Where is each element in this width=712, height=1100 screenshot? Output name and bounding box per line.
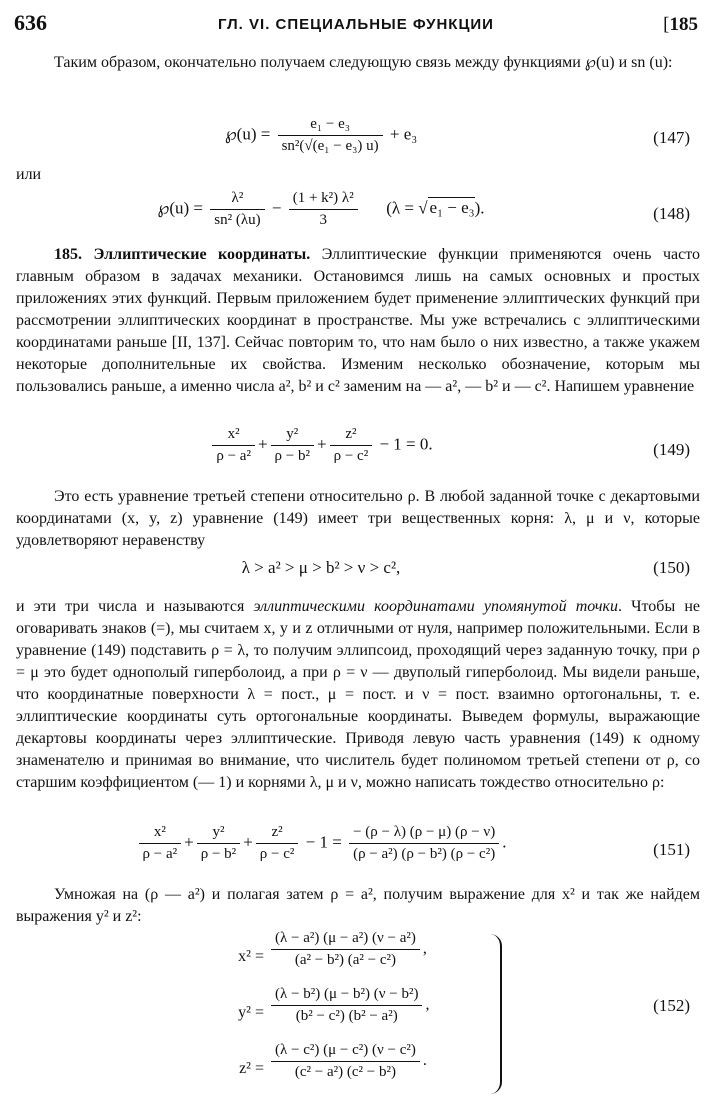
equation-151: $\frac{\text{x²}}{\text{ρ − a²}}$ + $\frac{\text{y²}}{\text{ρ − b²}}$ + $\frac{\text{z²}}{\text{ρ − c²}}$ − 1 = $\frac{- (\rho - \lambda) (\rho - \mu) (\rho - \nu)}{\text{(ρ − a²) (ρ − b²) (ρ − c²)}}$ . (151) bbox=[0, 818, 712, 880]
eq151-term-y bbox=[197, 824, 240, 863]
eq152-z-end: . bbox=[422, 1052, 427, 1070]
eq151-mid: − 1 = bbox=[305, 832, 342, 852]
eq151-right-denominator: (ρ − a²) (ρ − b²) (ρ − c²) bbox=[353, 846, 496, 862]
equation-150 bbox=[0, 556, 712, 586]
eq152-x-lhs: x² = bbox=[238, 948, 264, 965]
section-body: Эллиптические функции применяются очень часто главным образом в задачах механики. Остановимся лишь на самых основных и простых приложениях этих функций. Первым приложением будет применение эллиптических функций при рассмотрении эллиптических координат в пространстве. Мы уже встречались с эллиптическими координатами раньше [II, 137]. Сейчас повторим то, что нам было о них известно, а также укажем некоторые дополнительные их свойства. Изменим несколько обозначение, которым мы пользовались раньше, а именно числа a², b² и c² заменим на — a², — b² и — c². Напишем уравнение bbox=[16, 246, 700, 395]
eq148-f1-numerator: λ² bbox=[210, 190, 264, 210]
eq152-x-numerator: (λ − a²) (μ − a²) (ν − a²) bbox=[271, 930, 420, 950]
eq152-z-lhs: z² = bbox=[239, 1060, 264, 1077]
paragraph-cubic: Это есть уравнение третьей степени относительно ρ. В любой заданной точке с декартовыми координатами (x, y, z) уравнение (149) имеет три вещественных корня: λ, μ и ν, которые удовлетворяют неравенству bbox=[16, 488, 700, 549]
section-marker: [ 185 bbox=[663, 14, 698, 36]
eq149-z-numerator: z² bbox=[330, 426, 373, 446]
eq149-tail: − 1 = 0. bbox=[379, 434, 433, 454]
eq152-x-rhs bbox=[268, 930, 427, 969]
eq152-y-numerator: (λ − b²) (μ − b²) (ν − b²) bbox=[271, 986, 422, 1006]
eq149-x-numerator: x² bbox=[212, 426, 255, 446]
eq152-z-denominator: (c² − a²) (c² − b²) bbox=[294, 1064, 397, 1080]
eq152-row-x bbox=[200, 930, 510, 986]
eq152-y-denominator: (b² − c²) (b² − a²) bbox=[295, 1008, 398, 1024]
eq150-number: (150) bbox=[653, 558, 690, 577]
eq151-right-numerator: − (ρ − λ) (ρ − μ) (ρ − ν) bbox=[349, 824, 499, 844]
running-title: ГЛ. VI. СПЕЦИАЛЬНЫЕ ФУНКЦИИ bbox=[218, 16, 494, 33]
eq148-number: (148) bbox=[653, 204, 690, 223]
paragraph-multiply: Умножая на (ρ — a²) и полагая затем ρ = a², получим выражение для x² и так же найдем выражения y² и z²: bbox=[16, 886, 700, 925]
eq147-lhs: ℘(u) = bbox=[224, 124, 271, 144]
eq151-x-numerator: x² bbox=[139, 824, 182, 844]
p4-start: и эти три числа и называются bbox=[16, 598, 254, 615]
eq148-condition: (λ = √ e₁ − e₃). bbox=[386, 198, 485, 218]
eq148-fraction-1 bbox=[210, 190, 264, 229]
eq152-x-denominator: (a² − b²) (a² − c²) bbox=[294, 952, 397, 968]
equation-148 bbox=[0, 186, 712, 242]
eq151-y-denominator: ρ − b² bbox=[200, 846, 237, 862]
section-title: 185. Эллиптические координаты. bbox=[54, 246, 311, 263]
eq152-y-lhs: y² = bbox=[238, 1004, 264, 1021]
equation-147 bbox=[0, 110, 712, 166]
eq148-minus: − bbox=[271, 198, 282, 218]
eq151-right-fraction bbox=[349, 824, 499, 863]
eq152-x-fraction bbox=[271, 930, 420, 969]
eq147-denominator: sn²(√(e₁ − e₃) u) bbox=[281, 138, 379, 154]
eq152-z-fraction bbox=[271, 1042, 420, 1081]
eq148-cond-radicand: e₁ − e₃ bbox=[429, 198, 475, 218]
word-or: или bbox=[16, 166, 42, 183]
eq152-y-end: , bbox=[425, 996, 430, 1014]
paragraph-elliptic-coords bbox=[16, 596, 700, 794]
equation-149: $\frac{\text{x²}}{\text{ρ − a²}}$ + $\frac{\text{y²}}{\text{ρ − b²}}$ + $\frac{\text{z²}}{\text{ρ − c²}}$ − 1 = 0. (149) bbox=[0, 422, 712, 482]
eq151-end: . bbox=[502, 832, 507, 852]
paragraph-intro: Таким образом, окончательно получаем следующую связь между функциями ℘(u) и sn (u): bbox=[54, 54, 673, 71]
page-header bbox=[14, 6, 698, 40]
eq149-term-x bbox=[212, 426, 255, 465]
page-number: 636 bbox=[14, 10, 47, 35]
eq148-cond-post: ). bbox=[474, 198, 485, 218]
eq151-x-denominator: ρ − a² bbox=[142, 846, 178, 862]
eq149-number: (149) bbox=[653, 440, 690, 459]
eq147-tail: + e₃ bbox=[389, 124, 418, 144]
eq149-term-y bbox=[271, 426, 314, 465]
eq148-f2-numerator: (1 + k²) λ² bbox=[289, 190, 358, 210]
eq148-f1-denominator: sn² (λu) bbox=[214, 212, 261, 228]
eq152-z-numerator: (λ − c²) (μ − c²) (ν − c²) bbox=[271, 1042, 420, 1062]
eq151-number: (151) bbox=[653, 840, 690, 859]
eq151-term-z bbox=[256, 824, 299, 863]
eq147-numerator: e₁ − e₃ bbox=[278, 116, 383, 136]
eq152-z-rhs bbox=[268, 1042, 427, 1081]
eq152-row-z bbox=[200, 1042, 510, 1098]
eq149-term-z bbox=[330, 426, 373, 465]
p4-emphasis: эллиптическими координатами упомянутой точки bbox=[253, 598, 618, 615]
eq151-y-numerator: y² bbox=[197, 824, 240, 844]
p4-rest: . Чтобы не оговаривать знаков (=), мы считаем x, y и z отличными от нуля, например положительными. Если в уравнение (149) подставить ρ = λ, то получим эллипсоид, проходящий через заданную точку, при ρ = μ это будет однополый гиперболоид, а при ρ = ν — двуполый гиперболоид. Мы видели раньше, что координатные поверхности λ = пост., μ = пост. и ν = пост. взаимно ортогональны, т. е. эллиптические координаты суть ортогональные координаты. Выведем формулы, выражающие декартовы координаты через эллиптические. Приводя левую часть уравнения (149) к одному знаменателю и принимая во внимание, что числитель будет полиномом третьей степени от ρ, со старшим коэффициентом (— 1) и корнями λ, μ и ν, можно написать тождество относительно ρ: bbox=[16, 598, 700, 791]
eq148-f2-denominator: 3 bbox=[319, 212, 327, 228]
equation-152-number-row bbox=[0, 996, 712, 1026]
eq151-z-denominator: ρ − c² bbox=[259, 846, 295, 862]
paragraph-section-185 bbox=[16, 244, 700, 398]
eq152-number: (152) bbox=[653, 996, 690, 1015]
eq149-z-denominator: ρ − c² bbox=[333, 448, 369, 464]
eq149-x-denominator: ρ − a² bbox=[216, 448, 251, 464]
eq149-y-numerator: y² bbox=[271, 426, 314, 446]
eq151-term-x bbox=[139, 824, 182, 863]
eq147-number: (147) bbox=[653, 128, 690, 147]
eq148-cond-pre: (λ = bbox=[386, 198, 419, 218]
eq147-fraction bbox=[278, 116, 383, 155]
eq151-z-numerator: z² bbox=[256, 824, 299, 844]
eq152-x-end: , bbox=[422, 940, 427, 958]
eq150-body: λ > a² > μ > b² > ν > c², bbox=[241, 558, 401, 577]
eq149-y-denominator: ρ − b² bbox=[274, 448, 310, 464]
eq148-lhs: ℘(u) = bbox=[157, 198, 204, 218]
eq148-fraction-2 bbox=[289, 190, 358, 229]
